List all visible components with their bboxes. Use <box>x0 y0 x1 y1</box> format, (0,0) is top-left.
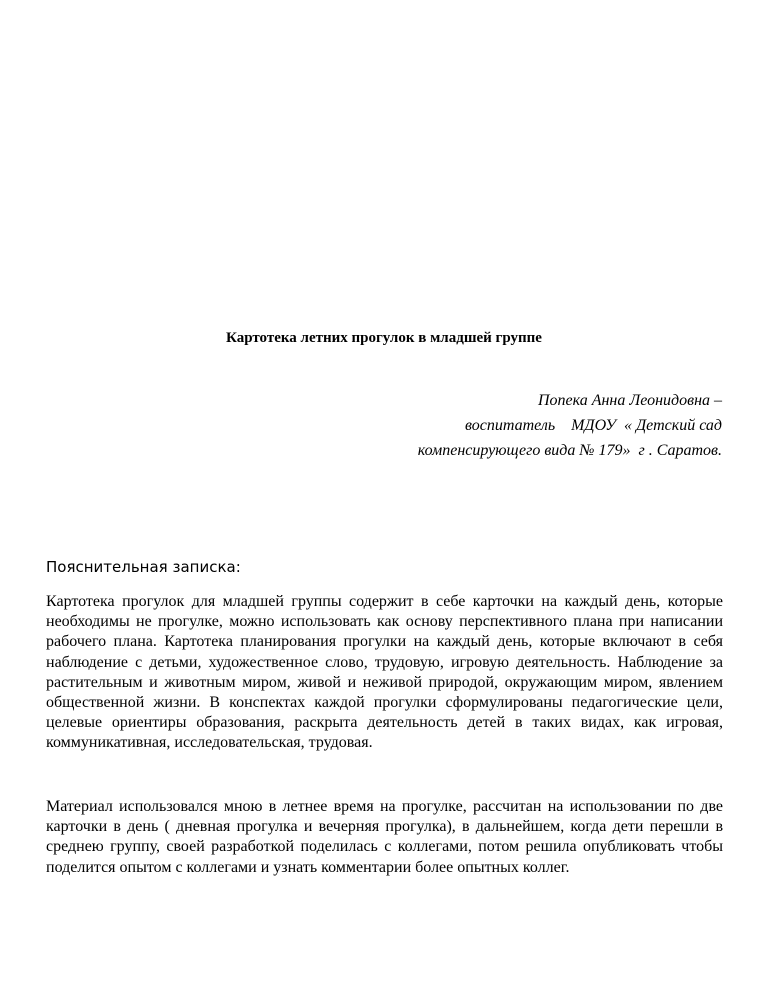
author-line: воспитатель МДОУ « Детский сад <box>465 417 722 434</box>
document-title: Картотека летних прогулок в младшей группе <box>226 330 542 346</box>
section-heading: Пояснительная записка: <box>46 558 241 576</box>
author-line: компенсирующего вида № 179» г . Саратов. <box>417 442 722 459</box>
paragraph: Картотека прогулок для младшей группы содержит в себе карточки на каждый день, которые необходимы не прогулке, можно использовать как основу перспективного плана при написании рабочего плана. Картотека планирования прогулки на каждый день, которые включают в себя наблюдение с детьми, художественное слово, трудовую, игровую деятельность. Наблюдение за растительным и животным миром, живой и неживой природой, окружающим миром, явлением общественной жизни. В конспектах каждой прогулки сформулированы педагогические цели, целевые ориентиры образования, раскрыта деятельность детей в таких видах, как игровая, коммуникативная, исследовательская, трудовая. <box>46 593 723 752</box>
author-line: Попека Анна Леонидовна – <box>537 392 722 409</box>
paragraph: Материал использовался мною в летнее время на прогулке, рассчитан на использовании по две карточки в день ( дневная прогулка и вечерняя прогулка), в дальнейшем, когда дети перешли в среднею группу, своей разработкой поделилась с коллегами, потом решила опубликовать чтобы поделится опытом с коллегами и узнать комментарии более опытных коллег. <box>46 798 723 876</box>
author-block <box>418 388 722 463</box>
